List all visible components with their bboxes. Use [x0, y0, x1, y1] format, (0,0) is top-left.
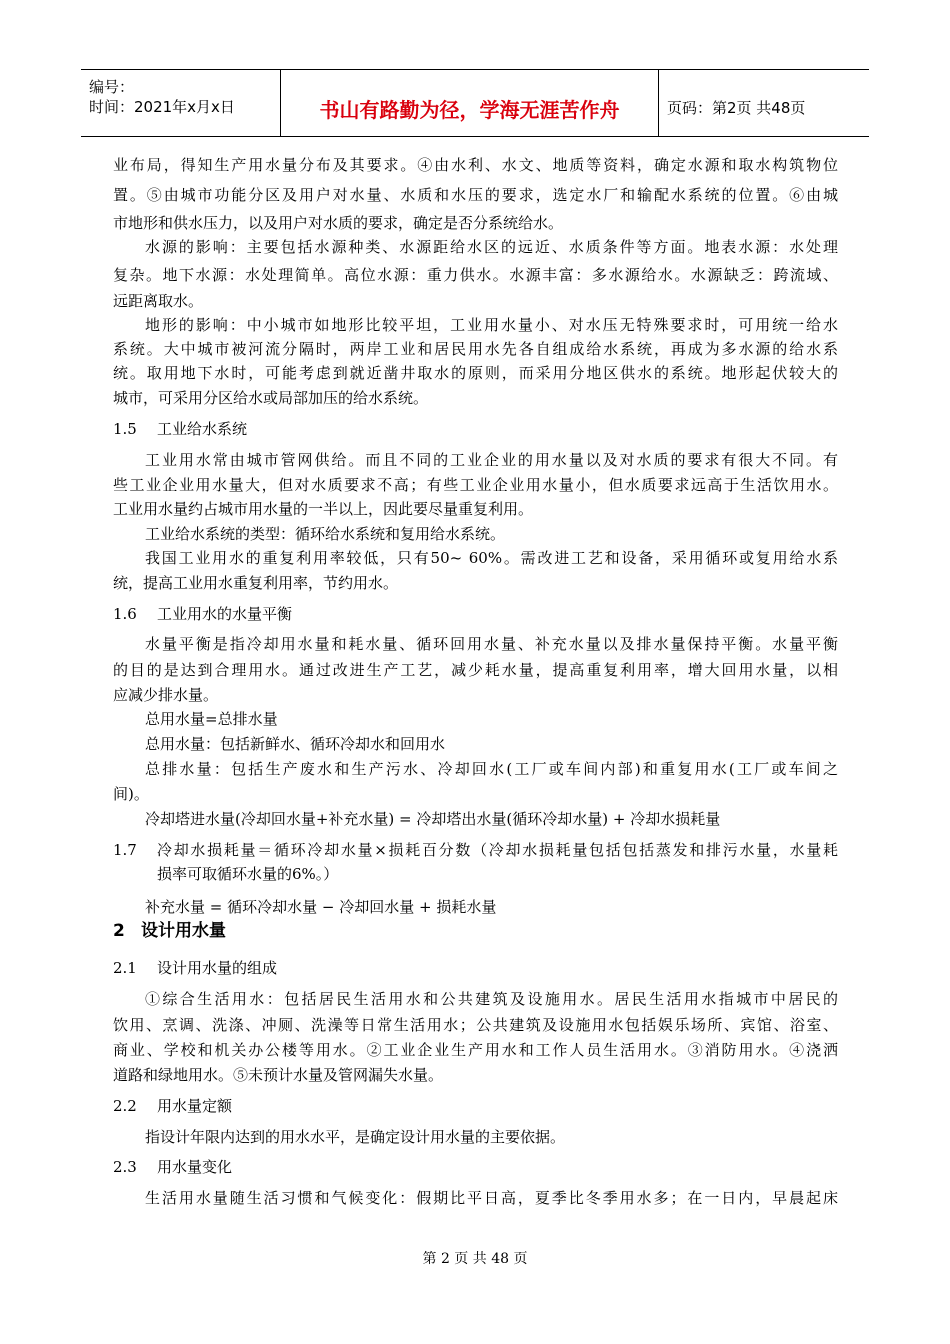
chapter-heading [113, 920, 226, 942]
paragraph-line: 统。取用地下水时，可能考虑到就近凿井取水的原则，而采用分地区供水的系统。地形起伏较大的 [113, 364, 838, 382]
paragraph-line: 工业给水系统的类型：循环给水系统和复用给水系统。 [145, 525, 506, 543]
section-heading [113, 418, 247, 440]
paragraph-line: 总用水量=总排水量 [145, 710, 278, 728]
paragraph-line: 总排水量：包括生产废水和生产污水、冷却回水(工厂或车间内部)和重复用水(工厂或车间之 [145, 760, 838, 778]
section-title: 用水量变化 [157, 1158, 233, 1176]
section-number: 2.1 [113, 959, 137, 977]
chapter-number: 2 [113, 921, 125, 941]
section-number: 1.5 [113, 420, 137, 438]
paragraph-line: 系统。大中城市被河流分隔时，两岸工业和居民用水先各自组成给水系统，再成为多水源的给水系 [113, 340, 838, 358]
section-heading [113, 603, 292, 625]
section-heading [113, 1156, 232, 1178]
paragraph-line: 指设计年限内达到的用水水平，是确定设计用水量的主要依据。 [145, 1128, 566, 1146]
section-heading [113, 957, 277, 979]
paragraph-line: 总用水量：包括新鲜水、循环冷却水和回用水 [145, 735, 446, 753]
paragraph-line: 应减少排水量。 [113, 686, 219, 704]
paragraph-line: 商业、学校和机关办公楼等用水。②工业企业生产用水和工作人员生活用水。③消防用水。④浇洒 [113, 1041, 838, 1059]
chapter-title: 设计用水量 [141, 921, 226, 941]
header-motto: 书山有路勤为径，学海无涯苦作舟 [281, 70, 659, 136]
paragraph-line: 的目的是达到合理用水。通过改进生产工艺，减少耗水量，提高重复利用率，增大回用水量，以相 [113, 661, 838, 679]
section-number: 2.3 [113, 1158, 137, 1176]
paragraph-line: ①综合生活用水：包括居民生活用水和公共建筑及设施用水。居民生活用水指城市中居民的 [145, 990, 838, 1008]
section-number: 1.6 [113, 605, 137, 623]
paragraph-line: 饮用、烹调、洗涤、冲厕、洗澡等日常生活用水；公共建筑及设施用水包括娱乐场所、宾馆、浴室、 [113, 1016, 838, 1034]
paragraph-line: 冷却水损耗量＝循环冷却水量×损耗百分数（冷却水损耗量包括包括蒸发和排污水量，水量耗 [157, 841, 838, 859]
section-title: 用水量定额 [157, 1097, 233, 1115]
paragraph-line: 冷却塔进水量(冷却回水量+补充水量) = 冷却塔出水量(循环冷却水量) + 冷却水损耗量 [145, 810, 721, 828]
page-header [81, 69, 869, 137]
section-title: 工业用水的水量平衡 [157, 605, 293, 623]
paragraph-line: 远距离取水。 [113, 292, 204, 310]
doc-code-label: 编号： [89, 78, 135, 96]
section-heading [113, 839, 838, 861]
paragraph-line: 统，提高工业用水重复利用率，节约用水。 [113, 574, 399, 592]
page-footer: 第 2 页 共 48 页 [422, 1251, 528, 1267]
paragraph-line: 地形的影响：中小城市如地形比较平坦，工业用水量小、对水压无特殊要求时，可用统一给水 [145, 316, 838, 334]
paragraph-line: 工业用水常由城市管网供给。而且不同的工业企业的用水量以及对水质的要求有很大不同。有 [145, 451, 838, 469]
paragraph-line: 城市，可采用分区给水或局部加压的给水系统。 [113, 389, 429, 407]
paragraph-line: 水量平衡是指冷却用水量和耗水量、循环回用水量、补充水量以及排水量保持平衡。水量平衡 [145, 635, 838, 653]
section-number: 2.2 [113, 1097, 137, 1115]
paragraph-line: 些工业企业用水量大，但对水质要求不高；有些工业企业用水量小，但水质要求远高于生活饮用水。 [113, 476, 838, 494]
section-number: 1.7 [113, 841, 137, 859]
paragraph-line: 我国工业用水的重复利用率较低，只有50~ 60%。需改进工艺和设备，采用循环或复用给水系 [145, 549, 838, 567]
paragraph-line: 水源的影响：主要包括水源种类、水源距给水区的远近、水质条件等方面。地表水源：水处理 [145, 238, 838, 256]
section-heading [113, 1095, 232, 1117]
paragraph-line: 市地形和供水压力，以及用户对水质的要求，确定是否分系统给水。 [113, 214, 564, 232]
paragraph-line: 工业用水量约占城市用水量的一半以上，因此要尽量重复利用。 [113, 500, 534, 518]
paragraph-line: 业布局，得知生产用水量分布及其要求。④由水利、水文、地质等资料，确定水源和取水构筑物位 [113, 156, 838, 174]
paragraph-line: 补充水量 = 循环冷却水量 − 冷却回水量 + 损耗水量 [145, 898, 497, 916]
paragraph-line: 复杂。地下水源：水处理简单。高位水源：重力供水。水源丰富：多水源给水。水源缺乏：跨流域、 [113, 266, 838, 284]
header-page-info: 页码：第2页 共48页 [667, 98, 806, 117]
section-title: 设计用水量的组成 [157, 959, 278, 977]
paragraph-line: 间)。 [113, 785, 149, 803]
paragraph-line: 道路和绿地用水。⑤未预计水量及管网漏失水量。 [113, 1066, 444, 1084]
paragraph-line: 损率可取循环水量的6%。） [157, 865, 339, 883]
header-meta-cell [81, 70, 281, 136]
section-title: 工业给水系统 [157, 420, 248, 438]
doc-date-label: 时间：2021年x月x日 [89, 98, 235, 116]
paragraph-line: 生活用水量随生活习惯和气候变化：假期比平日高，夏季比冬季用水多；在一日内，早晨起床 [145, 1189, 838, 1207]
paragraph-line: 置。⑤由城市功能分区及用户对水量、水质和水压的要求，选定水厂和输配水系统的位置。⑥由城 [113, 186, 838, 204]
